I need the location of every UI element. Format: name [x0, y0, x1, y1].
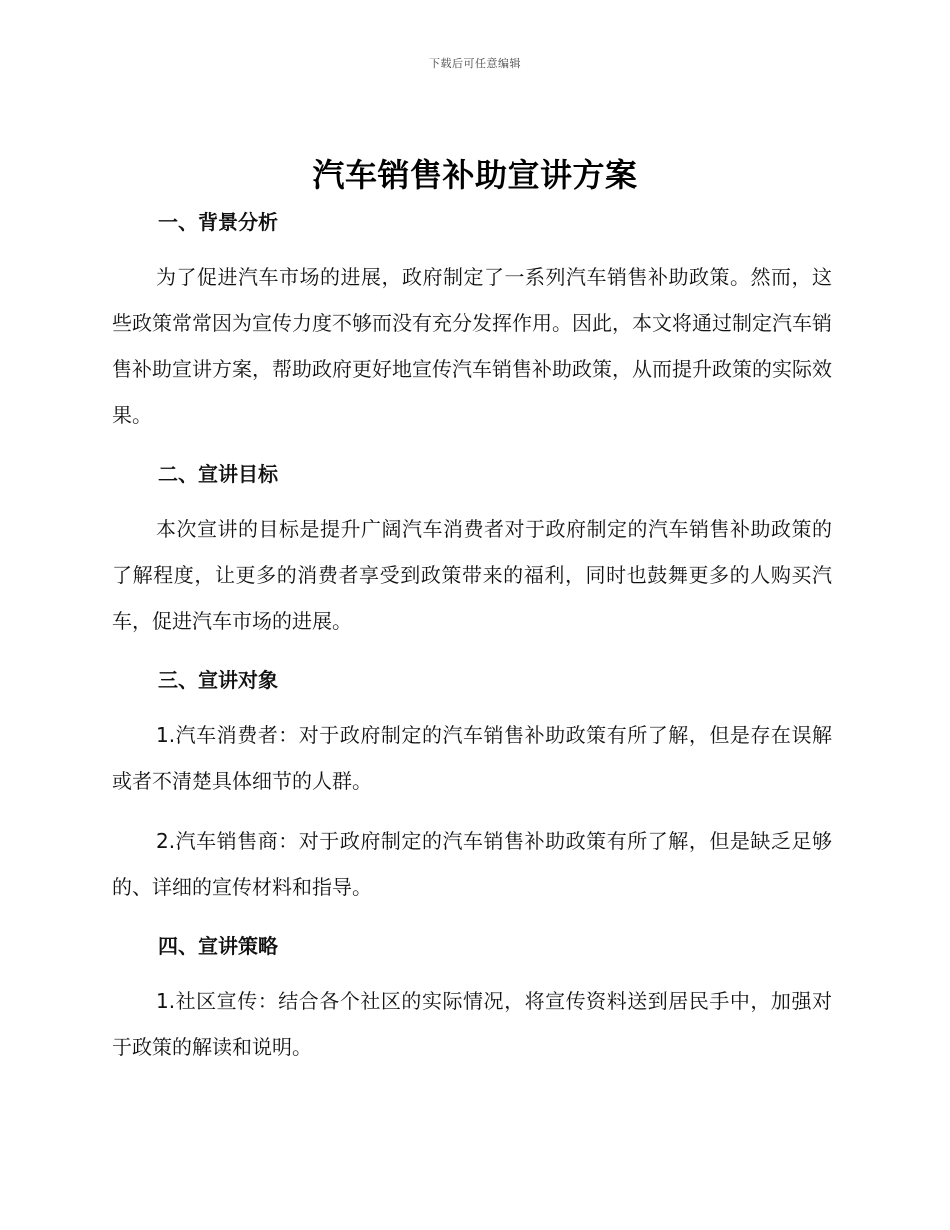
paragraph: 本次宣讲的目标是提升广阔汽车消费者对于政府制定的汽车销售补助政策的了解程度，让更多的消费者享受到政策带来的福利，同时也鼓舞更多的人购买汽车，促进汽车市场的进展。: [112, 517, 832, 633]
section-audience: [112, 662, 832, 910]
paragraph: 1.社区宣传：结合各个社区的实际情况，将宣传资料送到居民手中，加强对于政策的解读和说明。: [112, 989, 832, 1059]
section-heading: 三、宣讲对象: [158, 668, 278, 692]
paragraph: 1.汽车消费者：对于政府制定的汽车销售补助政策有所了解，但是存在误解或者不清楚具体细节的人群。: [112, 723, 832, 793]
header-note: 下载后可任意编辑: [429, 57, 521, 70]
paragraph: 为了促进汽车市场的进展，政府制定了一系列汽车销售补助政策。然而，这些政策常常因为宣传力度不够而没有充分发挥作用。因此，本文将通过制定汽车销售补助宣讲方案，帮助政府更好地宣传汽车销售补助政策，从而提升政策的实际效果。: [112, 265, 832, 427]
document-body: [112, 204, 832, 1070]
document-title: 汽车销售补助宣讲方案: [312, 156, 638, 194]
section-heading: 二、宣讲目标: [158, 462, 278, 486]
section-goal: [112, 456, 832, 644]
section-background: [112, 204, 832, 438]
section-heading: 一、背景分析: [158, 210, 278, 234]
section-heading: 四、宣讲策略: [158, 934, 278, 958]
paragraph: 2.汽车销售商：对于政府制定的汽车销售补助政策有所了解，但是缺乏足够的、详细的宣传材料和指导。: [112, 829, 832, 899]
section-strategy: [112, 928, 832, 1070]
